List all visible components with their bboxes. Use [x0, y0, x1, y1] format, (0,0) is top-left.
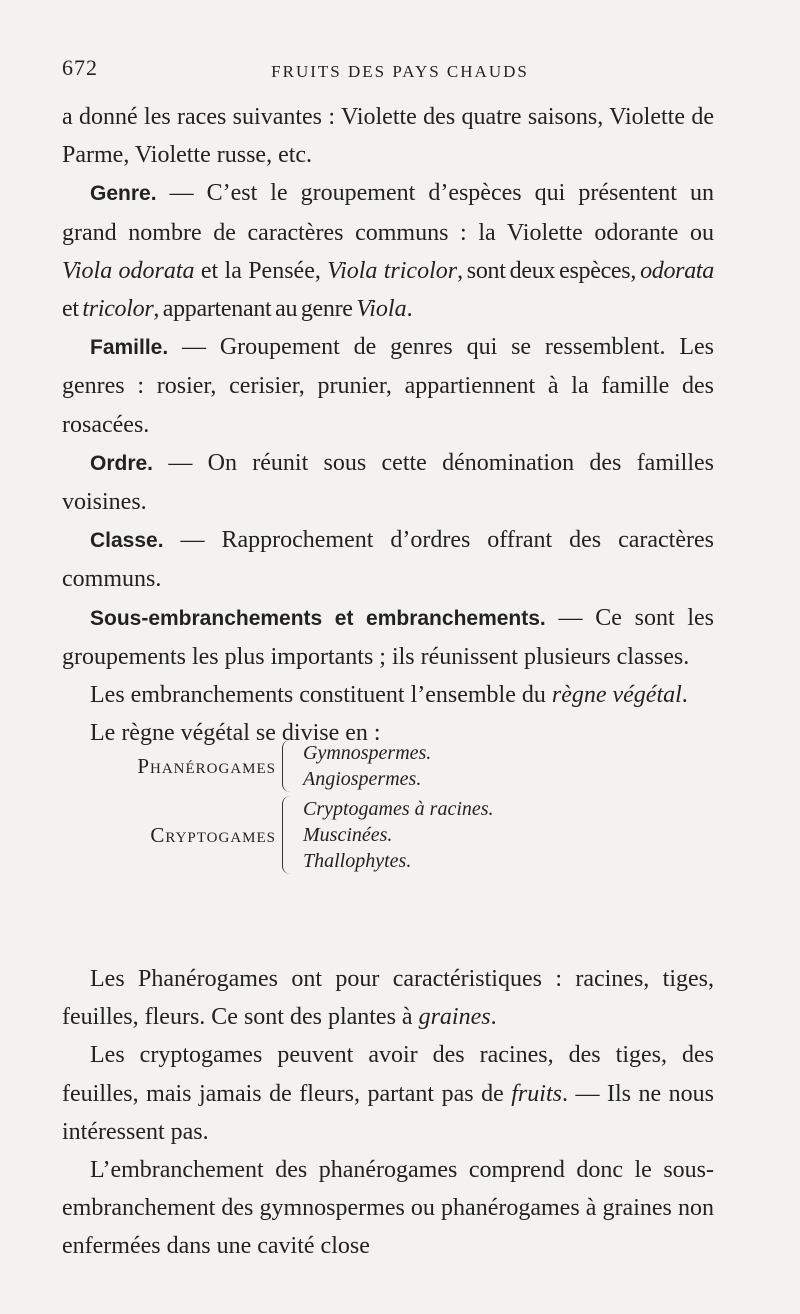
paragraph-ordre	[62, 444, 714, 521]
list-item: Muscinées.	[303, 824, 393, 846]
paragraph-phanerogames	[62, 960, 714, 1036]
group-label-phanerogames: Phanérogames	[137, 754, 276, 778]
group-cryptogames	[80, 796, 494, 874]
crypt-text-b: . — Ils ne nous intéressent pas.	[62, 1080, 714, 1145]
group-phanerogames	[80, 740, 494, 792]
genre-text-d: et	[62, 296, 83, 323]
genre-italic-2: Viola tricolor	[327, 257, 458, 284]
term-famille: Famille.	[90, 336, 169, 360]
phan-italic: graines	[418, 1004, 491, 1031]
emb-text-a: Les embranchements constituent l’ensemble du	[90, 682, 552, 709]
list-item: Angiospermes.	[303, 768, 422, 790]
genre-italic-3: odorata	[640, 257, 714, 284]
list-item: Gymnospermes.	[303, 742, 432, 764]
genre-text-a: — C’est le groupement d’espèces qui présentent un grand nombre de caractères communs : la Violette odorante ou	[62, 180, 714, 246]
paragraph-divise: Le règne végétal se divise en :	[90, 720, 381, 747]
classification-table	[80, 740, 494, 878]
items-phanerogames	[303, 740, 431, 792]
group-label-cryptogames: Cryptogames	[150, 823, 276, 847]
genre-text-e: , appartenant au genre	[153, 296, 357, 323]
phan-text-b: .	[490, 1004, 497, 1031]
genre-text-c: , sont deux espèces,	[457, 257, 641, 284]
term-sous-embranchements: Sous-embranchements et embranchements.	[90, 606, 546, 630]
items-cryptogames	[303, 796, 494, 874]
paragraph-genre	[62, 174, 714, 328]
emb-italic: règne végétal	[551, 682, 682, 709]
crypt-text-a: Les cryptogames peuvent avoir des racines, des tiges, des feuilles, mais jamais de fleurs, partant pas de	[62, 1042, 714, 1107]
paragraph-classe	[62, 521, 714, 598]
genre-text-f: .	[406, 296, 413, 323]
crypt-italic: fruits	[511, 1080, 562, 1107]
list-item: Cryptogames à racines.	[303, 798, 494, 820]
sous-embranchements-text: — Ce sont les groupements les plus importants ; ils réunissent plusieurs classes.	[62, 604, 714, 670]
body-text-bottom	[62, 960, 714, 1266]
term-classe: Classe.	[90, 529, 164, 553]
ordre-text: — On réunit sous cette dénomination des familles voisines.	[62, 449, 714, 516]
phan-text-a: Les Phanérogames ont pour caractéristiques : racines, tiges, feuilles, fleurs. Ce sont des plantes à	[62, 966, 714, 1031]
list-item: Thallophytes.	[303, 850, 412, 872]
paragraph-cryptogames	[62, 1036, 714, 1151]
brace-phanerogames	[282, 740, 297, 792]
term-ordre: Ordre.	[90, 451, 154, 475]
genre-italic-1: Viola odorata	[62, 257, 195, 284]
famille-text: — Groupement de genres qui se ressemblent. Les genres : rosier, cerisier, prunier, appartiennent à la famille des rosacées.	[62, 334, 714, 438]
paragraph-embranchements	[62, 676, 714, 714]
genre-italic-4: tricolor	[82, 296, 154, 323]
genre-italic-5: Viola	[356, 296, 407, 323]
running-title: FRUITS DES PAYS CHAUDS	[271, 62, 529, 81]
page-number: 672	[62, 55, 98, 80]
paragraph-famille	[62, 328, 714, 444]
term-genre: Genre.	[90, 182, 157, 206]
classe-text: — Rapprochement d’ordres offrant des caractères communs.	[62, 527, 714, 593]
genre-text-b: et la Pensée,	[194, 257, 328, 284]
paragraph-races: a donné les races suivantes : Violette des quatre saisons, Violette de Parme, Violette russe, etc.	[62, 104, 714, 169]
body-text-top	[62, 98, 714, 752]
paragraph-sous-embranchements	[62, 599, 714, 676]
emb-text-b: .	[681, 682, 688, 709]
brace-cryptogames	[282, 796, 297, 874]
paragraph-embranchement-phanerogames: L’embranchement des phanérogames comprend donc le sous-embranchement des gymnospermes ou phanérogames à graines non enfermées dans une cavité close	[62, 1157, 714, 1260]
